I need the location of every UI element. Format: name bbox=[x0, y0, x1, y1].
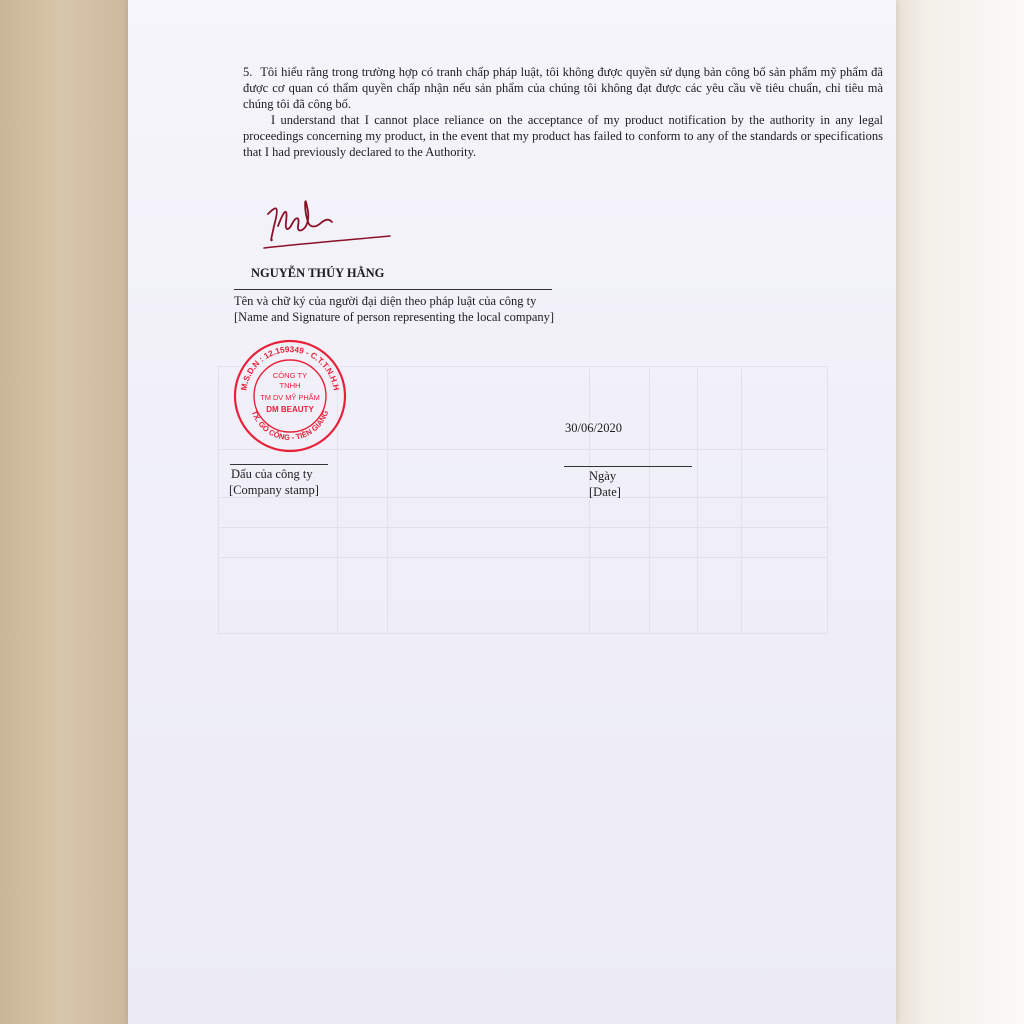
date-caption-vietnamese: Ngày bbox=[589, 469, 617, 483]
signature-caption-vietnamese: Tên và chữ ký của người đại diện theo pháp luật của công ty bbox=[234, 294, 537, 308]
signature-caption-english: [Name and Signature of person representing the local company] bbox=[234, 310, 555, 324]
stamp-ring-top-text: M.S.D.N : 12.159349 - C.T.T.N.H.H bbox=[239, 344, 341, 392]
stamp-line-3: TM DV MỸ PHẨM bbox=[260, 393, 320, 402]
stamp-line-1: CÔNG TY bbox=[272, 371, 308, 380]
svg-text:TX. GÒ CÔNG - TIỀN GIANG bbox=[250, 409, 330, 442]
stamp-line-2: TNHH bbox=[279, 381, 301, 390]
background-surface bbox=[896, 0, 1024, 1024]
date-value: 30/06/2020 bbox=[565, 421, 622, 435]
signature-line bbox=[234, 289, 552, 290]
stamp-caption-vietnamese: Dấu của công ty bbox=[231, 467, 313, 481]
stamp-line bbox=[230, 464, 328, 465]
stamp-caption-english: [Company stamp] bbox=[229, 483, 319, 497]
stamp-ring-bottom-text: TX. GÒ CÔNG - TIỀN GIANG bbox=[249, 409, 331, 443]
date-line bbox=[564, 466, 692, 467]
signatory-name: NGUYỄN THÚY HẰNG bbox=[251, 266, 385, 280]
handwritten-signature bbox=[258, 196, 398, 256]
clause-number: 5. bbox=[243, 65, 253, 79]
clause-vietnamese-text: Tôi hiểu rằng trong trường hợp có tranh chấp pháp luật, tôi không được quyền sử dụng bản công bố sản phẩm mỹ phẩm đã được cơ quan có thẩm quyền chấp nhận nếu sản phẩm của chúng tôi không đạt được các yêu cầu về tiêu chuẩn, chỉ tiêu mà chúng tôi đã công bố. bbox=[243, 65, 883, 111]
date-caption-english: [Date] bbox=[589, 485, 621, 499]
clause-vietnamese bbox=[243, 64, 883, 112]
company-stamp bbox=[232, 338, 348, 454]
declaration-clause bbox=[243, 64, 883, 160]
stamp-line-4: DM BEAUTY bbox=[266, 405, 314, 414]
document-page bbox=[128, 0, 896, 1024]
clause-english: I understand that I cannot place reliance on the acceptance of my product notification by the authority in any legal proceedings concerning my product, in the event that my product has failed to conform to any of the standards or specifications that I had previously declared to the Authority. bbox=[243, 113, 883, 159]
